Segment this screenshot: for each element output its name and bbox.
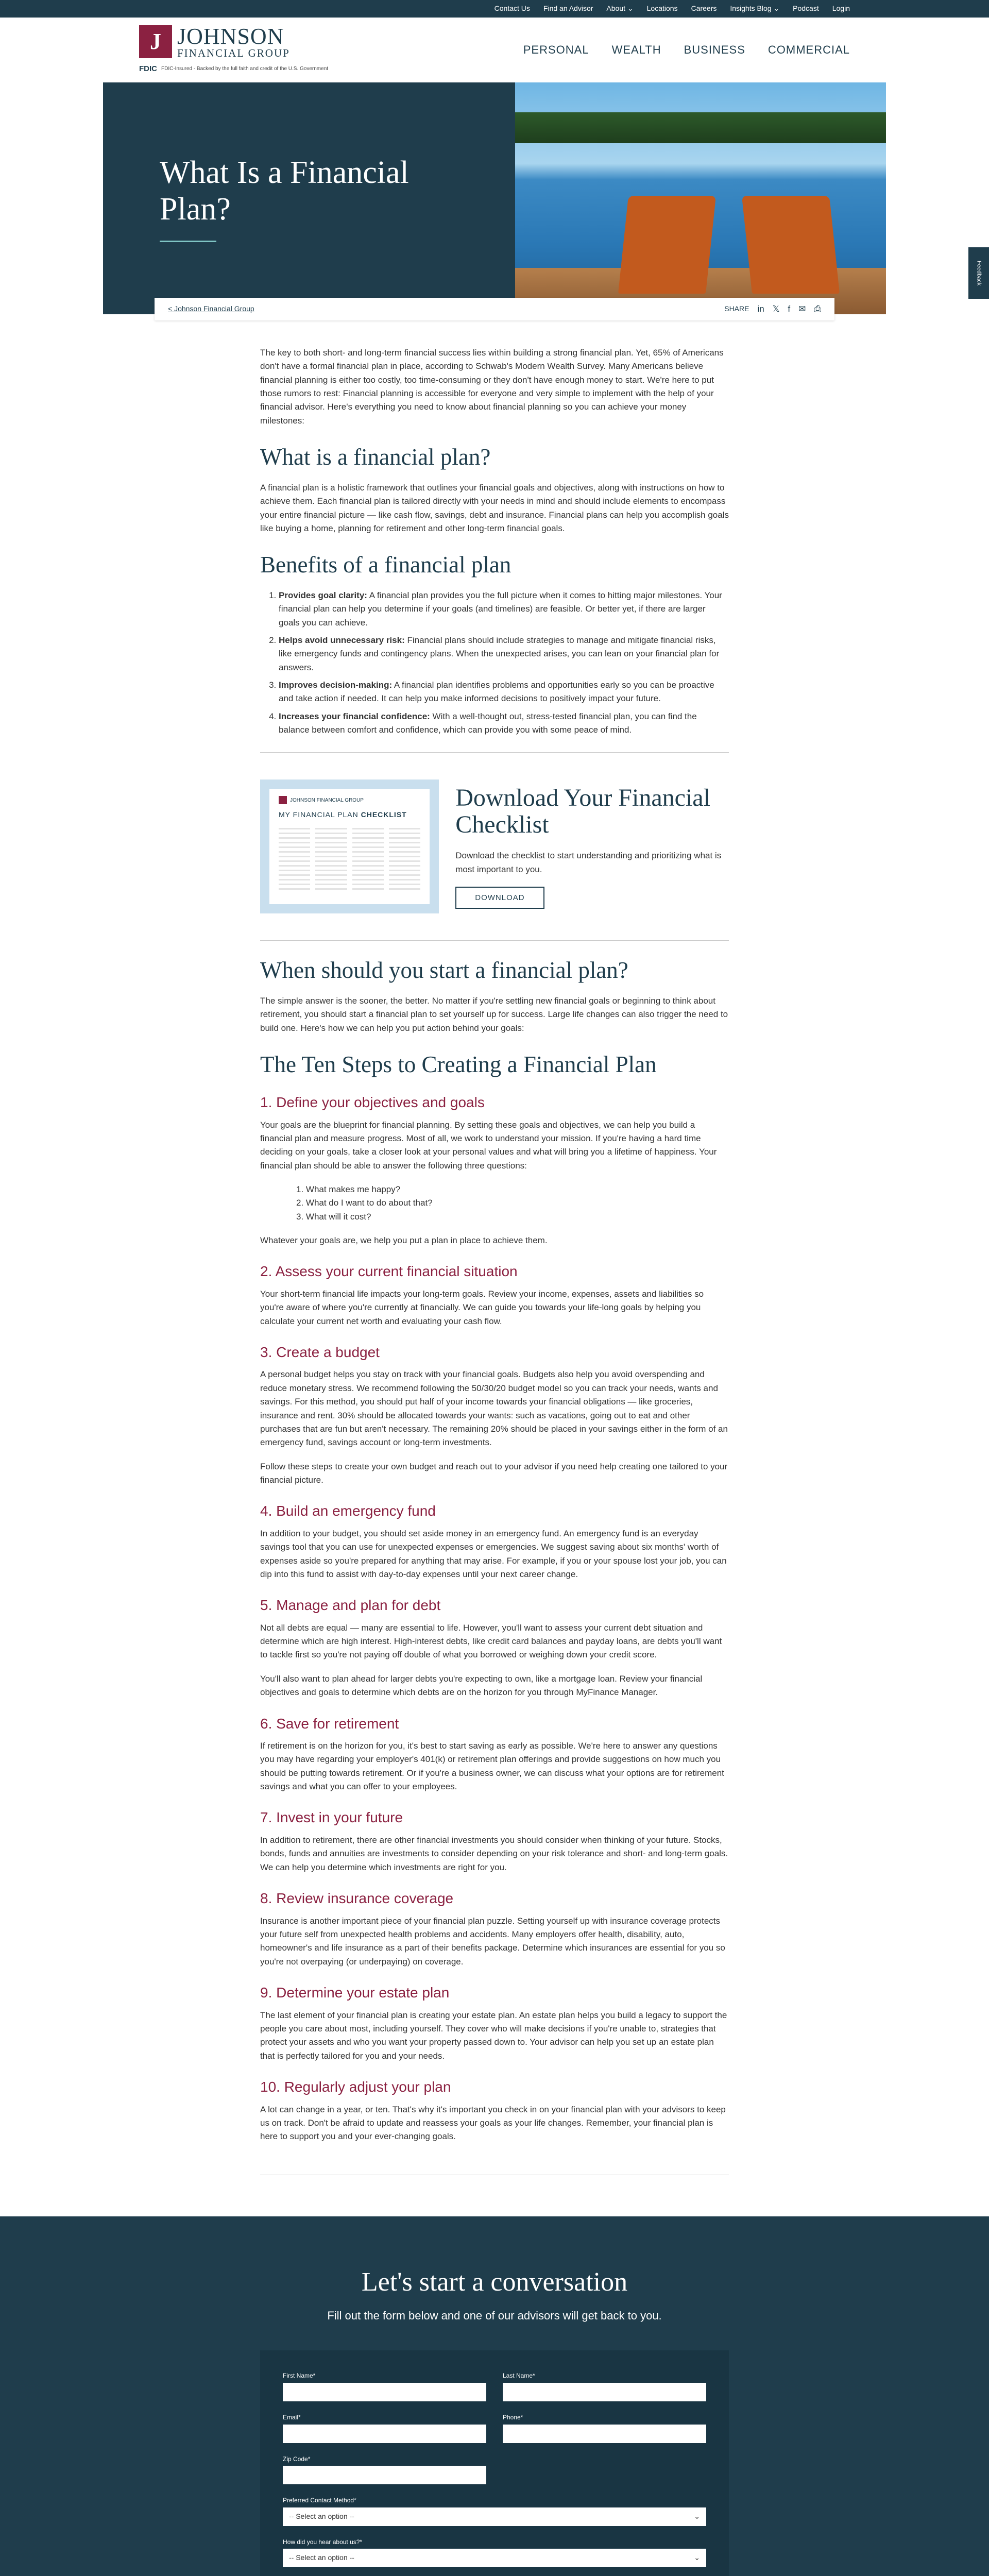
list-item: 3. Improves decision-making: A financial plan identifies problems and opportunities early so you can be proactive and take action if needed. It can help you make informed decisions to positively impact your future.: [279, 679, 729, 706]
breadcrumb-share-bar: [155, 298, 834, 320]
print-icon[interactable]: ⎙: [814, 303, 821, 314]
mini-logo-icon: [279, 796, 287, 804]
hero-title-panel: [103, 82, 515, 314]
fdic-logo: FDIC: [139, 64, 157, 73]
chevron-down-icon: ⌄: [694, 2553, 700, 2562]
nav-wealth[interactable]: WEALTH: [611, 43, 661, 56]
nav-commercial[interactable]: COMMERCIAL: [768, 43, 850, 56]
what-paragraph: A financial plan is a holistic framework that outlines your financial goals and objectives, along with instructions on how to achieve them. Each financial plan is tailored directly with your needs in mind and should include elements to encompass your entire financial picture — like cash flow, savings, debt and insurance. Financial plans can help you accomplish goals like buying a home, planning for retirement and other long-term financial goals.: [260, 482, 729, 533]
util-careers-link[interactable]: Careers: [691, 4, 717, 13]
list-item: 2. Helps avoid unnecessary risk: Financial plans should include strategies to manage and mitigate financial risks, like emergency funds and contingency plans. When the unexpected arises, you can lean on your financial plan for answers.: [279, 634, 729, 674]
email-icon[interactable]: ✉: [798, 303, 806, 314]
step-heading: 2. Assess your current financial situation: [260, 1263, 518, 1280]
divider: [260, 752, 729, 753]
checklist-body: Download the checklist to start understanding and prioritizing what is most important to you.: [455, 851, 722, 874]
section-heading: What is a financial plan?: [260, 444, 491, 470]
last-name-input[interactable]: [503, 2383, 706, 2401]
site-header: [0, 18, 989, 82]
list-item: 3. What will it cost?: [296, 1211, 371, 1222]
step-heading: 1. Define your objectives and goals: [260, 1094, 485, 1110]
util-locations-link[interactable]: Locations: [646, 4, 678, 13]
step-paragraph: You'll also want to plan ahead for larger debts you're expecting to own, like a mortgage loan. Review your financial objectives and goals to determine which debts are on the horizon for you through MyFinance Manager.: [260, 1673, 703, 1698]
logo-block: [139, 25, 328, 75]
chair-right: [742, 196, 840, 294]
util-login-link[interactable]: Login: [832, 4, 850, 13]
step-paragraph: Your goals are the blueprint for financial planning. By setting these goals and objectives, we can help you build a financial plan and measure progress. Most of all, we work to understand your mission. If you're having a hard time deciding on your goals, take a closer look at your personal values and what will bring you a lifetime of happiness. Your financial plan should be able to answer the following three questions:: [260, 1120, 717, 1171]
hear-about-select[interactable]: -- Select an option -- ⌄: [283, 2549, 706, 2567]
step-heading: 4. Build an emergency fund: [260, 1503, 436, 1519]
main-nav: [523, 41, 850, 59]
step-paragraph: In addition to your budget, you should set aside money in an emergency fund. An emergency fund is an everyday savings tool that you can use for unexpected expenses or emergencies. We suggest saving about six months' worth of expenses aside so you're prepared for anything that may arise. For example, if you or your spouse lost your job, you can dip into this fund to assist with day-to-day expenses until your next career change.: [260, 1528, 727, 1579]
linkedin-icon[interactable]: in: [757, 303, 764, 314]
email-label: Email*: [283, 2413, 301, 2421]
checklist-promo: [260, 768, 729, 925]
util-insights-link[interactable]: Insights Blog ⌄: [730, 4, 780, 13]
nav-personal[interactable]: PERSONAL: [523, 43, 589, 56]
step-paragraph: A personal budget helps you stay on track with your financial goals. Budgets also help you avoid overspending and reduce monetary stress. We recommend following the 50/30/20 budget model so you can track your needs, wants and savings. For this method, you should put half of your income towards your financial obligations — like groceries, insurance and rent. 30% should be allocated towards your wants: such as vacations, going out to eat and other purchases that are fun but aren't necessary. The remaining 20% should be placed in your savings either in the form of an emergency fund, savings account or long-term investments.: [260, 1369, 728, 1448]
hero: [103, 82, 886, 314]
last-name-label: Last Name*: [503, 2372, 535, 2380]
tree-line: [515, 112, 886, 143]
first-name-label: First Name*: [283, 2372, 316, 2380]
zip-field[interactable]: [283, 2466, 486, 2484]
email-field[interactable]: [283, 2425, 486, 2443]
phone-label: Phone*: [503, 2413, 523, 2421]
step-paragraph: Not all debts are equal — many are essential to life. However, you'll want to assess your current debt situation and determine which are high interest. High-interest debts, like credit card balances and payday loans, are debts you'll want to tackle first so you're not paying off double of what you borrowed or weighing down your credit score.: [260, 1622, 722, 1660]
phone-field[interactable]: [503, 2425, 706, 2443]
logo-subtitle: FINANCIAL GROUP: [177, 46, 290, 59]
contact-heading: Let's start a conversation: [361, 2267, 628, 2297]
step-paragraph: Insurance is another important piece of your financial plan puzzle. Setting yourself up with insurance coverage protects your future self from unexpected health problems and accidents. Many employers offer health, disability, auto, homeowner's and life insurance as a part of their benefits package. Determine which insurances are essential for you so you're not overpaying (or underpaying) on coverage.: [260, 1916, 725, 1967]
logo-name: JOHNSON: [177, 23, 284, 49]
step-heading: 10. Regularly adjust your plan: [260, 2079, 451, 2095]
step-paragraph: In addition to retirement, there are other financial investments you should consider when thinking of your future. Stocks, bonds, funds and annuities are investments to consider depending on your risk tolerance and short- and long-term goals. We can help you determine which investments are right for you.: [260, 1835, 728, 1872]
chevron-down-icon: ⌄: [694, 2512, 700, 2520]
contact-method-select[interactable]: -- Select an option -- ⌄: [283, 2507, 706, 2526]
section-heading: The Ten Steps to Creating a Financial Plan: [260, 1052, 657, 1078]
section-heading: Benefits of a financial plan: [260, 552, 511, 578]
title-underline: [160, 241, 216, 242]
zip-label: Zip Code*: [283, 2455, 311, 2463]
contact-subheading: Fill out the form below and one of our advisors will get back to you.: [327, 2309, 662, 2323]
list-item: 4. Increases your financial confidence: With a well-thought out, stress-tested financial plan, you can find the balance between comfort and confidence, which can provide you with some peace of mind.: [279, 710, 729, 737]
step-paragraph: Follow these steps to create your own budget and reach out to your advisor if you need help creating one tailored to your financial picture.: [260, 1461, 728, 1485]
step-heading: 3. Create a budget: [260, 1344, 380, 1360]
step-paragraph: Whatever your goals are, we help you put a plan in place to achieve them.: [260, 1235, 548, 1245]
contact-method-label: Preferred Contact Method*: [283, 2497, 356, 2504]
step-heading: 5. Manage and plan for debt: [260, 1597, 441, 1614]
step-heading: 6. Save for retirement: [260, 1715, 399, 1732]
util-advisor-link[interactable]: Find an Advisor: [543, 4, 593, 13]
list-item: 2. What do I want to do about that?: [296, 1198, 433, 1208]
page-title: What Is a Financial Plan?: [160, 155, 409, 227]
article: [260, 314, 729, 2175]
section-heading: When should you start a financial plan?: [260, 957, 628, 984]
chair-left: [618, 196, 716, 294]
hero-image-adirondack-chairs: [515, 82, 886, 314]
fdic-text: FDIC-Insured - Backed by the full faith and credit of the U.S. Government: [161, 65, 329, 72]
questions-list: [296, 1183, 729, 1224]
benefits-list: [279, 589, 729, 737]
share-bar: [724, 302, 821, 316]
utility-nav: [0, 0, 989, 18]
util-about-link[interactable]: About ⌄: [606, 4, 634, 13]
step-paragraph: Your short-term financial life impacts your long-term goals. Review your income, expenses, assets and liabilities so you're aware of where you're currently at financially. We can guide you towards your life-long goals by helping you calculate your current net worth and evaluating your cash flow.: [260, 1289, 704, 1326]
nav-business[interactable]: BUSINESS: [684, 43, 745, 56]
divider: [260, 940, 729, 941]
feedback-tab[interactable]: Feedback: [968, 247, 989, 299]
step-heading: 8. Review insurance coverage: [260, 1890, 454, 1907]
checklist-preview-image: JOHNSON FINANCIAL GROUP MY FINANCIAL PLAN CHECKLIST: [260, 779, 439, 913]
download-button[interactable]: DOWNLOAD: [455, 887, 544, 909]
fdic-notice: [139, 63, 328, 75]
facebook-icon[interactable]: f: [788, 303, 791, 314]
first-name-input[interactable]: [283, 2383, 486, 2401]
step-paragraph: The last element of your financial plan is creating your estate plan. An estate plan helps you build a legacy to support the people you care about most, including yourself. They cover who will make decisions if you're unable to, strategies that protect your assets and who you want your property passed down to. Your advisor can help you set up an estate plan that is perfectly tailored for you and your needs.: [260, 2010, 727, 2061]
hear-about-label: How did you hear about us?*: [283, 2538, 363, 2546]
logo[interactable]: [139, 25, 328, 59]
step-paragraph: A lot can change in a year, or ten. That's why it's important you check in on your financial plan with your advisors to keep us on track. Don't be afraid to update and reassess your goals as your life changes. Remember, your financial plan is here to support you and your ever-changing goals.: [260, 2104, 726, 2142]
step-paragraph: If retirement is on the horizon for you, it's best to start saving as early as possible. We're here to answer any questions you may have regarding your employer's 401(k) or retirement plan offerings and provide suggestions on how much you should be putting towards retirement. Or if you're a business owner, we can discuss what your options are for retirement savings and what you can offer to your employees.: [260, 1741, 724, 1792]
step-heading: 7. Invest in your future: [260, 1809, 403, 1826]
contact-form: [260, 2350, 729, 2576]
logo-badge-icon: J: [139, 25, 172, 58]
x-icon[interactable]: 𝕏: [772, 303, 780, 314]
util-contact-link[interactable]: Contact Us: [494, 4, 530, 13]
when-paragraph: The simple answer is the sooner, the better. No matter if you're settling new financial goals or beginning to think about retirement, you should start a financial plan to set yourself up for success. Large life changes can also trigger the need to build one. Here's how we can help you put action behind your goals:: [260, 996, 728, 1033]
contact-section: [0, 2216, 989, 2576]
step-heading: 9. Determine your estate plan: [260, 1985, 450, 2001]
list-item: 1. What makes me happy?: [296, 1184, 401, 1194]
breadcrumb[interactable]: < Johnson Financial Group: [168, 304, 254, 313]
intro-paragraph: The key to both short- and long-term financial success lies within building a strong financial plan. Yet, 65% of Americans don't have a formal financial plan in place, according to Schwab's Modern Wealth Survey. Many Americans believe financial planning is either too costly, too time-consuming or they don't have enough money to start. We're here to put those rumors to rest: Financial planning is accessible for everyone and very simple to implement with the help of your financial advisor. Here's everything you need to know about financial planning so you can achieve your money milestones:: [260, 348, 724, 426]
checklist-title: Download Your Financial Checklist: [455, 784, 710, 839]
list-item: 1. Provides goal clarity: A financial plan provides you the full picture when it comes to hitting major milestones. Your financial plan can help you determine if your goals (and timelines) are feasible. Or better yet, if there are larger goals you can achieve.: [279, 589, 729, 630]
share-label: SHARE: [724, 304, 749, 313]
util-podcast-link[interactable]: Podcast: [793, 4, 819, 13]
